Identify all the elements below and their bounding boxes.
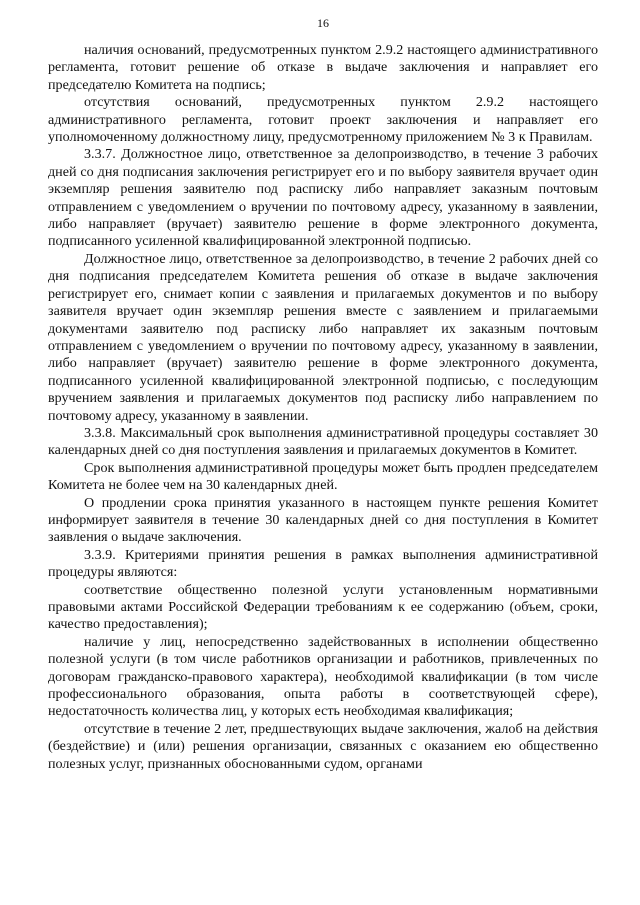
paragraph: соответствие общественно полезной услуги установленным нормативными правовыми актами Российской Федерации требованиям к ее содержанию (объем, сроки, качество предоставления); [48, 581, 598, 633]
paragraph: О продлении срока принятия указанного в настоящем пункте решения Комитет информирует заявителя в течение 30 календарных дней со дня поступления в Комитет заявления о выдаче заключения. [48, 494, 598, 546]
paragraph: 3.3.7. Должностное лицо, ответственное за делопроизводство, в течение 3 рабочих дней со дня подписания заключения регистрирует его и по выбору заявителя вручает один экземпляр решения заявителю под расписку либо направляет заказным почтовым отправлением с уведомлением о вручении по почтовому адресу, указанному в заявлении, либо направляет (вручает) заявителю решение в форме электронного документа, подписанного усиленной квалифицированной электронной подписью. [48, 146, 598, 250]
document-body [48, 42, 598, 773]
paragraph: Срок выполнения административной процедуры может быть продлен председателем Комитета не более чем на 30 календарных дней. [48, 459, 598, 494]
paragraph: 3.3.9. Критериями принятия решения в рамках выполнения административной процедуры являются: [48, 546, 598, 581]
paragraph: Должностное лицо, ответственное за делопроизводство, в течение 2 рабочих дней со дня подписания председателем Комитета решения об отказе в выдаче заключения регистрирует его, снимает копии с заявления и прилагаемых документов и по выбору заявителя вручает один экземпляр решения вместе с заявлением и прилагаемыми документами заявителю под расписку либо направляет их заказным почтовым отправлением с уведомлением о вручении по почтовому адресу, указанному в заявлении, либо направляет (вручает) заявителю решение в форме электронного документа, подписанного усиленной квалифицированной электронной подписью, с последующим вручением заявления и прилагаемых документов под расписку либо направлением по почтовому адресу, указанному в заявлении. [48, 250, 598, 424]
paragraph: отсутствия оснований, предусмотренных пунктом 2.9.2 настоящего административного регламента, готовит проект заключения и направляет его уполномоченному должностному лицу, предусмотренному приложением № 3 к Правилам. [48, 94, 598, 146]
paragraph: отсутствие в течение 2 лет, предшествующих выдаче заключения, жалоб на действия (бездействие) и (или) решения организации, связанных с оказанием ею общественно полезных услуг, признанных обоснованными судом, органами [48, 720, 598, 772]
paragraph: наличия оснований, предусмотренных пунктом 2.9.2 настоящего административного регламента, готовит решение об отказе в выдаче заключения и направляет его председателю Комитета на подпись; [48, 42, 598, 93]
paragraph: наличие у лиц, непосредственно задействованных в исполнении общественно полезной услуги (в том числе работников организации и работников, привлеченных по договорам гражданско-правового характера), необходимой квалификации (в том числе профессионального образования, опыта работы в соответствующей сфере), недостаточность количества лиц, у которых есть необходимая квалификация; [48, 633, 598, 720]
page-number: 16 [317, 16, 329, 30]
paragraph: 3.3.8. Максимальный срок выполнения административной процедуры составляет 30 календарных дней со дня поступления заявления и прилагаемых документов в Комитет. [48, 424, 598, 459]
